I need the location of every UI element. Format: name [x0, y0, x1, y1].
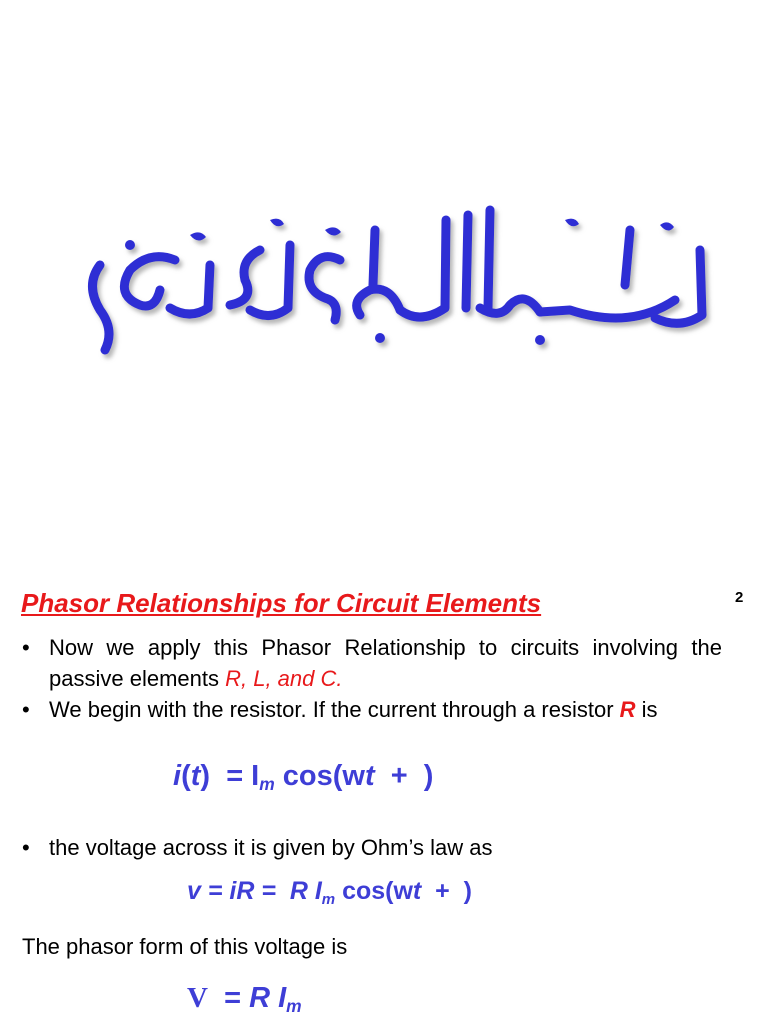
- slide-title: Phasor Relationships for Circuit Elements: [21, 588, 542, 618]
- phasor-form-text: The phasor form of this voltage is: [22, 934, 348, 959]
- bullet-item: [22, 632, 722, 694]
- bullet-item: [22, 694, 722, 725]
- bullet-symbol: •: [22, 635, 30, 660]
- current-equation: $i(t) = I_m$ cos(wt + ): [173, 760, 434, 794]
- page-number: 2: [735, 589, 744, 606]
- bullet-text: the voltage across it is given by Ohm’s law as: [49, 835, 493, 860]
- bullet-symbol: •: [22, 697, 30, 722]
- phasor-equation: V = R $I_m$: [187, 982, 302, 1016]
- highlight-elements: R, L, and C.: [225, 666, 343, 691]
- bismillah-calligraphy: [70, 190, 730, 365]
- bullet-item: [22, 832, 722, 863]
- voltage-equation: v = iR = R $I_m$ cos(wt + ): [187, 877, 472, 908]
- bullet-text: We begin with the resistor. If the current through a resistor R is: [49, 697, 658, 722]
- highlight-resistor: R: [619, 697, 636, 722]
- bullet-text: Now we apply this Phasor Relationship to circuits involving the passive elements R, L, and C.: [49, 635, 722, 691]
- bullet-symbol: •: [22, 835, 30, 860]
